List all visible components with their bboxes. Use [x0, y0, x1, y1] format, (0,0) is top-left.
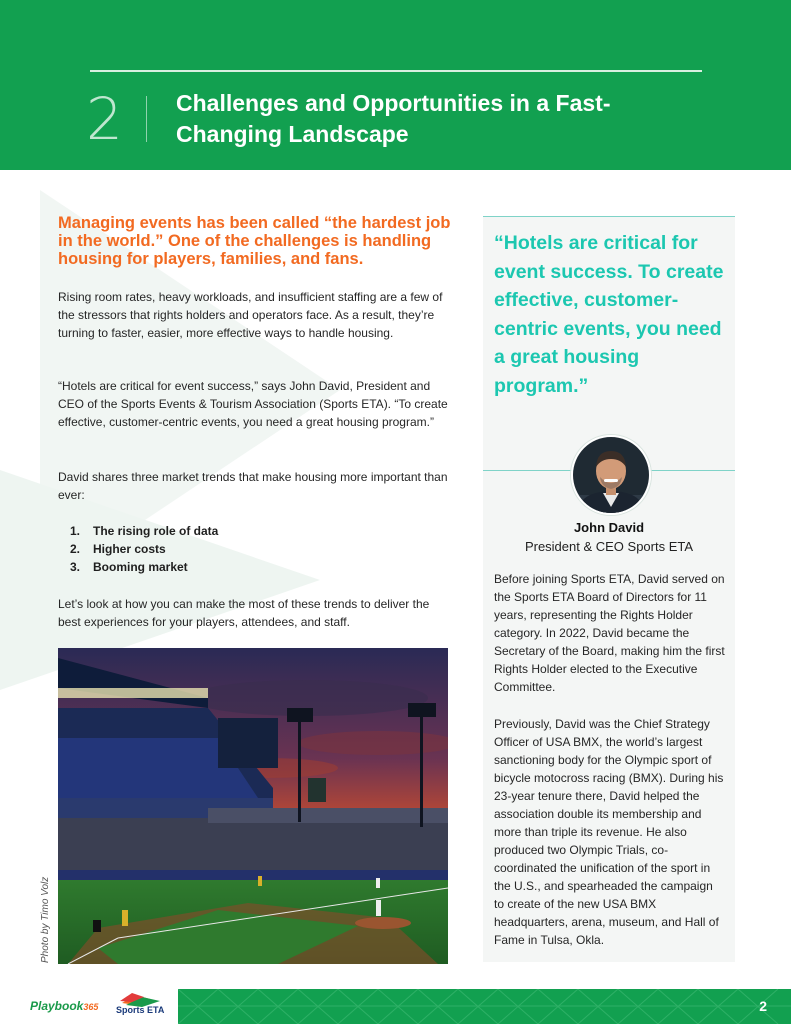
list-item: 3. Booming market [70, 560, 188, 574]
sidebar-rule-top [483, 216, 735, 217]
body-paragraph: “Hotels are critical for event success,” says John David, President and CEO of the Sports Events & Tourism Association (Sports ETA). “To create effective, customer-centric events, you need a great housing program.” [58, 379, 448, 429]
person-name: John David [573, 520, 645, 535]
chapter-header [0, 0, 791, 170]
sports-eta-logo-text: Sports ETA [116, 1005, 165, 1015]
pull-quote: “Hotels are critical for event success. To create effective, customer-centric events, you need a great housing program.” [494, 232, 724, 397]
footer-band [178, 989, 791, 1024]
page-title: Challenges and Opportunities in a Fast-Changing Landscape [176, 90, 611, 147]
playbook365-logo: Playbook365 [30, 999, 99, 1013]
footer-pattern [178, 989, 791, 1024]
photo-credit: Photo by Timo Volz [40, 876, 51, 963]
page-number: 2 [759, 998, 767, 1014]
lead-paragraph: Managing events has been called “the hardest job in the world.” One of the challenges is handling housing for players, families, and fans. [58, 214, 451, 268]
chapter-divider [146, 96, 147, 142]
body-paragraph: Let’s look at how you can make the most of these trends to deliver the best experiences for your players, attendees, and staff. [58, 597, 430, 629]
portrait-illustration [573, 437, 649, 513]
trends-list [70, 522, 218, 576]
list-item: 1. The rising role of data [70, 524, 219, 538]
list-item: 2. Higher costs [70, 542, 166, 556]
body-paragraph: David shares three market trends that make housing more important than ever: [58, 470, 448, 502]
chapter-number: 2 [86, 85, 123, 153]
bio-paragraph: Before joining Sports ETA, David served on the Sports ETA Board of Directors for 11 years, representing the Rights Holder category. In 2022, David became the Secretary of the Board, making him the first Rights Holder elected to the Executive Committee. [494, 572, 725, 694]
bio-paragraph: Previously, David was the Chief Strategy Officer of USA BMX, the world’s largest sanctioning body for the Olympic sport of bicycle motocross racing (BMX). During his 23-year tenure there, David helped the association double its membership and more than triple its revenue. He also produced two Olympic Trials, co-coordinated the unification of the sport in the U.S., and spearheaded the campaign to create of the new USA BMX headquarters, arena, museum, and Hall of Fame in Tulsa, Okla. [494, 717, 724, 947]
person-title: President & CEO Sports ETA [524, 539, 694, 554]
header-rule [90, 70, 702, 72]
body-paragraph: Rising room rates, heavy workloads, and insufficient staffing are a few of the stressors that rights holders and operators face. As a result, they’re turning to faster, easier, more effective ways to handle housing. [58, 290, 443, 340]
stadium-illustration [58, 648, 448, 964]
stadium-photo [58, 648, 448, 964]
avatar [571, 435, 651, 515]
